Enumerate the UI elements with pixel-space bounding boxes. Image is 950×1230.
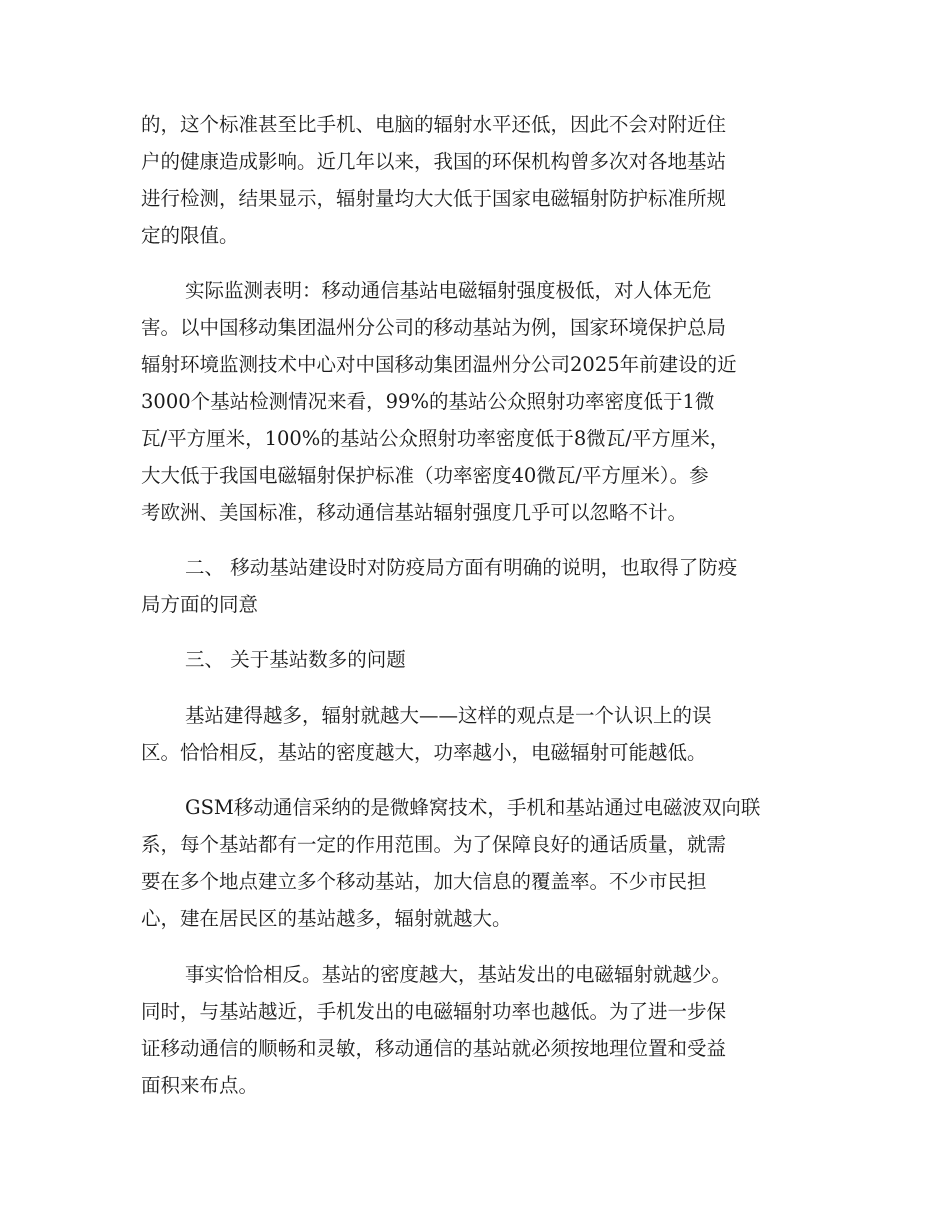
text-line: GSM移动通信采纳的是微蜂窝技术，手机和基站通过电磁波双向联 — [185, 796, 761, 819]
text-line: 辐射环境监测技术中心对中国移动集团温州分公司2025年前建设的近 — [141, 353, 737, 376]
text-line: 瓦/平方厘米，100%的基站公众照射功率密度低于8微瓦/平方厘米， — [141, 427, 730, 450]
text-line: 定的限值。 — [141, 224, 239, 247]
text-line: 的，这个标准甚至比手机、电脑的辐射水平还低，因此不会对附近住 — [141, 113, 727, 136]
text-line: 考欧洲、美国标准，移动通信基站辐射强度几乎可以忽略不计。 — [141, 501, 688, 524]
text-line: 害。以中国移动集团温州分公司的移动基站为例，国家环境保护总局 — [141, 316, 727, 339]
section-heading: 三、 关于基站数多的问题 — [185, 648, 406, 671]
text-line: 事实恰恰相反。基站的密度越大，基站发出的电磁辐射就越少。 — [185, 963, 732, 986]
text-line: 3000个基站检测情况来看，99%的基站公众照射功率密度低于1微 — [141, 390, 715, 413]
text-line: 区。恰恰相反，基站的密度越大，功率越小，电磁辐射可能越低。 — [141, 741, 707, 764]
text-line: 要在多个地点建立多个移动基站，加大信息的覆盖率。不少市民担 — [141, 870, 707, 893]
text-line: 证移动通信的顺畅和灵敏，移动通信的基站就必须按地理位置和受益 — [141, 1037, 727, 1060]
text-line: 面积来布点。 — [141, 1074, 259, 1097]
text-line: 基站建得越多，辐射就越大——这样的观点是一个认识上的误 — [185, 704, 712, 727]
text-line: 系，每个基站都有一定的作用范围。为了保障良好的通话质量，就需 — [141, 833, 727, 856]
text-line: 户的健康造成影响。近几年以来，我国的环保机构曾多次对各地基站 — [141, 150, 727, 173]
text-line: 进行检测，结果显示，辐射量均大大低于国家电磁辐射防护标准所规 — [141, 187, 727, 210]
text-line: 心，建在居民区的基站越多，辐射就越大。 — [141, 907, 512, 930]
text-line: 局方面的同意 — [141, 593, 259, 616]
text-line: 二、 移动基站建设时对防疫局方面有明确的说明，也取得了防疫 — [185, 556, 738, 579]
text-line: 实际监测表明：移动通信基站电磁辐射强度极低，对人体无危 — [185, 279, 712, 302]
text-line: 同时，与基站越近，手机发出的电磁辐射功率也越低。为了进一步保 — [141, 1000, 727, 1023]
text-line: 大大低于我国电磁辐射保护标准（功率密度40微瓦/平方厘米）。参 — [141, 464, 709, 487]
